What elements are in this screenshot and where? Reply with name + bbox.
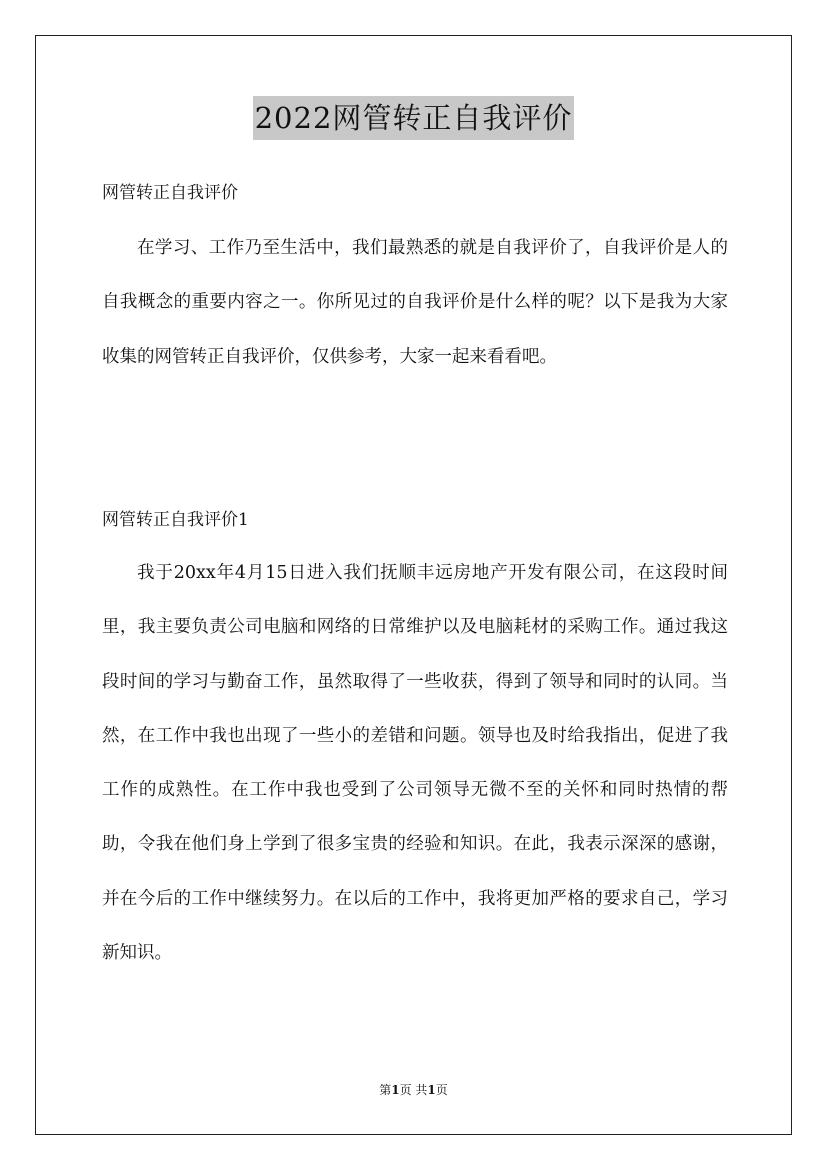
footer-current-page: 1	[391, 1083, 400, 1097]
footer-mid: 页 共	[399, 1083, 428, 1097]
page-footer	[0, 1082, 827, 1098]
footer-total-pages: 1	[427, 1083, 436, 1097]
footer-prefix: 第	[379, 1083, 392, 1097]
section1-heading: 网管转正自我评价1	[102, 510, 249, 530]
intro-paragraph: 在学习、工作乃至生活中，我们最熟悉的就是自我评价了，自我评价是人的自我概念的重要内容之一。你所见过的自我评价是什么样的呢？以下是我为大家收集的网管转正自我评价，仅供参考，大家一起来看看吧。	[102, 238, 728, 367]
document-title: 2022网管转正自我评价	[253, 96, 575, 140]
footer-suffix: 页	[435, 1083, 448, 1097]
title-container	[0, 96, 827, 140]
section1-paragraph: 我于20xx年4月15日进入我们抚顺丰远房地产开发有限公司，在这段时间里，我主要负责公司电脑和网络的日常维护以及电脑耗材的采购工作。通过我这段时间的学习与勤奋工作，虽然取得了一些收获，得到了领导和同时的认同。当然，在工作中我也出现了一些小的差错和问题。领导也及时给我指出，促进了我工作的成熟性。在工作中我也受到了公司领导无微不至的关怀和同时热情的帮助，令我在他们身上学到了很多宝贵的经验和知识。在此，我表示深深的感谢，并在今后的工作中继续努力。在以后的工作中，我将更加严格的要求自己，学习新知识。	[102, 563, 728, 964]
intro-heading: 网管转正自我评价	[102, 183, 238, 203]
